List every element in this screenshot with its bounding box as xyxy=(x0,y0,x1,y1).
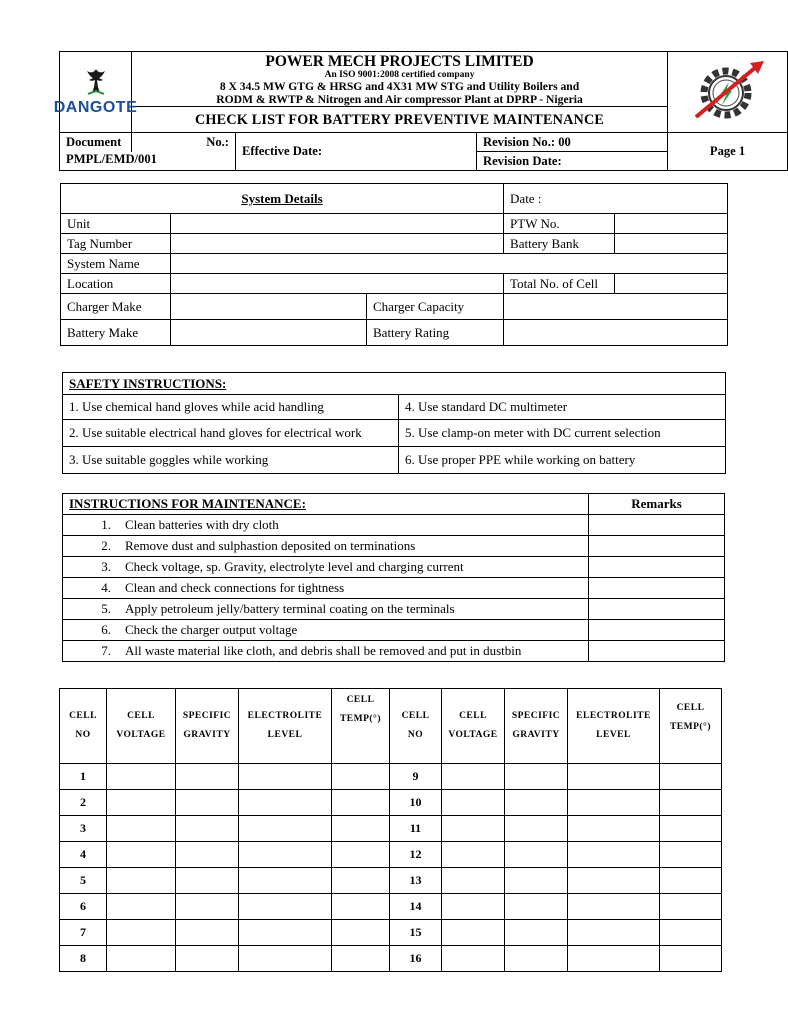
maintenance-item xyxy=(63,536,589,557)
cell-input[interactable] xyxy=(660,764,722,790)
item-text: All waste material like cloth, and debris shall be removed and put in dustbin xyxy=(125,643,522,658)
safety-item: 5. Use clamp-on meter with DC current selection xyxy=(399,420,726,447)
document-header xyxy=(53,51,788,171)
cell-row xyxy=(60,894,722,920)
remarks-field[interactable] xyxy=(589,578,725,599)
cell-row xyxy=(60,816,722,842)
cell-input[interactable] xyxy=(505,920,568,946)
cell-input[interactable] xyxy=(107,946,176,972)
safety-heading: SAFETY INSTRUCTIONS: xyxy=(63,373,726,395)
cell-input[interactable] xyxy=(239,920,332,946)
document-number: PMPL/EMD/001 xyxy=(60,152,236,171)
cell-input[interactable] xyxy=(107,842,176,868)
cell-input[interactable] xyxy=(239,790,332,816)
cell-number: 5 xyxy=(60,868,107,894)
cell-input[interactable] xyxy=(176,764,239,790)
system-name-field[interactable] xyxy=(171,254,728,274)
cell-row xyxy=(60,920,722,946)
cell-input[interactable] xyxy=(568,920,660,946)
document-label: Document xyxy=(60,133,132,152)
cell-number: 4 xyxy=(60,842,107,868)
cell-row xyxy=(60,764,722,790)
remarks-field[interactable] xyxy=(589,515,725,536)
cell-row xyxy=(60,842,722,868)
maintenance-item xyxy=(63,620,589,641)
remarks-field[interactable] xyxy=(589,557,725,578)
cell-input[interactable] xyxy=(442,764,505,790)
cell-input[interactable] xyxy=(176,894,239,920)
remarks-field[interactable] xyxy=(589,641,725,662)
item-text: Clean and check connections for tightness xyxy=(125,580,345,595)
document-title: CHECK LIST FOR BATTERY PREVENTIVE MAINTENANCE xyxy=(132,107,668,133)
cell-input[interactable] xyxy=(442,894,505,920)
item-number: 5. xyxy=(101,601,111,616)
cell-input[interactable] xyxy=(568,764,660,790)
remarks-field[interactable] xyxy=(589,620,725,641)
electrolite-level-header: ELECTROLITE LEVEL xyxy=(239,689,332,764)
cell-row xyxy=(60,790,722,816)
cell-input[interactable] xyxy=(107,816,176,842)
cell-number: 13 xyxy=(390,868,442,894)
cell-readings-table xyxy=(59,688,722,972)
location-label: Location xyxy=(61,274,171,294)
charger-make-field[interactable] xyxy=(171,294,367,320)
cell-input[interactable] xyxy=(107,790,176,816)
cell-input[interactable] xyxy=(505,790,568,816)
cell-number: 12 xyxy=(390,842,442,868)
cell-input[interactable] xyxy=(332,842,390,868)
revision-date-label: Revision Date: xyxy=(477,152,668,171)
revision-no-label: Revision No.: 00 xyxy=(477,133,668,152)
item-text: Remove dust and sulphastion deposited on terminations xyxy=(125,538,416,553)
cell-number: 15 xyxy=(390,920,442,946)
ptw-field[interactable] xyxy=(615,214,728,234)
cell-voltage-header: CELL VOLTAGE xyxy=(442,689,505,764)
cell-number: 10 xyxy=(390,790,442,816)
tag-number-label: Tag Number xyxy=(61,234,171,254)
cell-input[interactable] xyxy=(660,894,722,920)
specific-gravity-header: SPECIFIC GRAVITY xyxy=(176,689,239,764)
unit-field[interactable] xyxy=(171,214,504,234)
cell-input[interactable] xyxy=(239,868,332,894)
cell-input[interactable] xyxy=(660,842,722,868)
maintenance-item xyxy=(63,599,589,620)
cell-input[interactable] xyxy=(505,764,568,790)
cell-input[interactable] xyxy=(332,790,390,816)
battery-rating-field[interactable] xyxy=(504,320,728,346)
cell-input[interactable] xyxy=(505,816,568,842)
cell-no-header: CELL NO xyxy=(390,689,442,764)
cell-input[interactable] xyxy=(332,946,390,972)
cell-input[interactable] xyxy=(176,946,239,972)
system-details-table xyxy=(60,183,728,346)
power-mech-logo xyxy=(668,52,788,133)
electrolite-level-header: ELECTROLITE LEVEL xyxy=(568,689,660,764)
cell-number: 8 xyxy=(60,946,107,972)
total-cells-label: Total No. of Cell xyxy=(504,274,615,294)
specific-gravity-header: SPECIFIC GRAVITY xyxy=(505,689,568,764)
cell-number: 6 xyxy=(60,894,107,920)
cell-number: 14 xyxy=(390,894,442,920)
cell-input[interactable] xyxy=(568,868,660,894)
item-number: 6. xyxy=(101,622,111,637)
cell-input[interactable] xyxy=(332,894,390,920)
safety-item: 2. Use suitable electrical hand gloves for electrical work xyxy=(63,420,399,447)
item-number: 3. xyxy=(101,559,111,574)
battery-rating-label: Battery Rating xyxy=(367,320,504,346)
item-number: 7. xyxy=(101,643,111,658)
cell-row xyxy=(60,868,722,894)
cell-input[interactable] xyxy=(107,764,176,790)
cell-input[interactable] xyxy=(442,842,505,868)
page-label: Page 1 xyxy=(668,133,788,171)
iso-statement: An ISO 9001:2008 certified company xyxy=(324,70,475,80)
cell-input[interactable] xyxy=(505,894,568,920)
battery-bank-field[interactable] xyxy=(615,234,728,254)
cell-row xyxy=(60,946,722,972)
cell-input[interactable] xyxy=(660,790,722,816)
safety-item: 6. Use proper PPE while working on battery xyxy=(399,447,726,474)
cell-input[interactable] xyxy=(176,842,239,868)
charger-capacity-label: Charger Capacity xyxy=(367,294,504,320)
cell-number: 16 xyxy=(390,946,442,972)
remarks-field[interactable] xyxy=(589,536,725,557)
cell-input[interactable] xyxy=(568,842,660,868)
cell-input[interactable] xyxy=(239,946,332,972)
cell-no-header: CELL NO xyxy=(60,689,107,764)
cell-input[interactable] xyxy=(176,868,239,894)
cell-input[interactable] xyxy=(660,920,722,946)
cell-input[interactable] xyxy=(505,946,568,972)
cell-input[interactable] xyxy=(239,764,332,790)
total-cells-field[interactable] xyxy=(615,274,728,294)
item-text: Clean batteries with dry cloth xyxy=(125,517,279,532)
cell-number: 1 xyxy=(60,764,107,790)
system-details-heading: System Details xyxy=(61,184,504,214)
safety-item: 4. Use standard DC multimeter xyxy=(399,395,726,420)
cell-input[interactable] xyxy=(442,868,505,894)
maintenance-item xyxy=(63,557,589,578)
cell-temp-header: CELL TEMP(°) xyxy=(660,689,722,764)
maintenance-item xyxy=(63,578,589,599)
cell-input[interactable] xyxy=(107,868,176,894)
cell-input[interactable] xyxy=(568,946,660,972)
system-name-label: System Name xyxy=(61,254,171,274)
maintenance-item xyxy=(63,515,589,536)
battery-make-label: Battery Make xyxy=(61,320,171,346)
item-number: 2. xyxy=(101,538,111,553)
document-no-label: No.: xyxy=(132,133,236,152)
cell-input[interactable] xyxy=(332,764,390,790)
cell-number: 11 xyxy=(390,816,442,842)
cell-input[interactable] xyxy=(660,868,722,894)
cell-temp-header: CELL TEMP(°) xyxy=(332,689,390,764)
company-name: POWER MECH PROJECTS LIMITED xyxy=(265,53,534,70)
maintenance-heading: INSTRUCTIONS FOR MAINTENANCE: xyxy=(63,494,589,515)
dangote-logo-text: DANGOTE xyxy=(53,99,138,116)
battery-make-field[interactable] xyxy=(171,320,367,346)
cell-input[interactable] xyxy=(176,920,239,946)
effective-date-label: Effective Date: xyxy=(236,133,477,171)
item-text: Apply petroleum jelly/battery terminal coating on the terminals xyxy=(125,601,455,616)
cell-input[interactable] xyxy=(107,894,176,920)
cell-input[interactable] xyxy=(332,920,390,946)
cell-voltage-header: CELL VOLTAGE xyxy=(107,689,176,764)
cell-input[interactable] xyxy=(239,894,332,920)
charger-make-label: Charger Make xyxy=(61,294,171,320)
cell-input[interactable] xyxy=(442,920,505,946)
maintenance-item xyxy=(63,641,589,662)
dangote-logo xyxy=(53,52,138,133)
cell-input[interactable] xyxy=(442,790,505,816)
cell-input[interactable] xyxy=(568,816,660,842)
cell-input[interactable] xyxy=(332,868,390,894)
item-number: 4. xyxy=(101,580,111,595)
battery-bank-label: Battery Bank xyxy=(504,234,615,254)
scope-line-1: 8 X 34.5 MW GTG & HRSG and 4X31 MW STG and Utility Boilers and xyxy=(219,80,580,93)
cell-input[interactable] xyxy=(660,816,722,842)
cell-number: 9 xyxy=(390,764,442,790)
cell-number: 2 xyxy=(60,790,107,816)
safety-item: 3. Use suitable goggles while working xyxy=(63,447,399,474)
cell-number: 7 xyxy=(60,920,107,946)
safety-instructions-table xyxy=(62,372,726,474)
maintenance-instructions-table xyxy=(62,493,725,662)
cell-input[interactable] xyxy=(660,946,722,972)
cell-input[interactable] xyxy=(505,868,568,894)
cell-input[interactable] xyxy=(239,816,332,842)
eagle-icon xyxy=(80,67,112,97)
scope-line-2: RODM & RWTP & Nitrogen and Air compressor Plant at DPRP - Nigeria xyxy=(216,93,583,106)
cell-input[interactable] xyxy=(505,842,568,868)
gear-lightning-icon xyxy=(686,55,770,129)
cell-input[interactable] xyxy=(442,816,505,842)
item-number: 1. xyxy=(101,517,111,532)
location-field[interactable] xyxy=(171,274,504,294)
remarks-field[interactable] xyxy=(589,599,725,620)
unit-label: Unit xyxy=(61,214,171,234)
safety-item: 1. Use chemical hand gloves while acid handling xyxy=(63,395,399,420)
item-text: Check the charger output voltage xyxy=(125,622,298,637)
cell-input[interactable] xyxy=(176,816,239,842)
cell-input[interactable] xyxy=(176,790,239,816)
remarks-heading: Remarks xyxy=(589,494,725,515)
cell-input[interactable] xyxy=(107,920,176,946)
cell-input[interactable] xyxy=(442,946,505,972)
cell-input[interactable] xyxy=(568,790,660,816)
cell-number: 3 xyxy=(60,816,107,842)
tag-number-field[interactable] xyxy=(171,234,504,254)
item-text: Check voltage, sp. Gravity, electrolyte level and charging current xyxy=(125,559,464,574)
ptw-label: PTW No. xyxy=(504,214,615,234)
charger-capacity-field[interactable] xyxy=(504,294,728,320)
cell-input[interactable] xyxy=(568,894,660,920)
cell-input[interactable] xyxy=(239,842,332,868)
cell-input[interactable] xyxy=(332,816,390,842)
date-label: Date : xyxy=(504,184,728,214)
